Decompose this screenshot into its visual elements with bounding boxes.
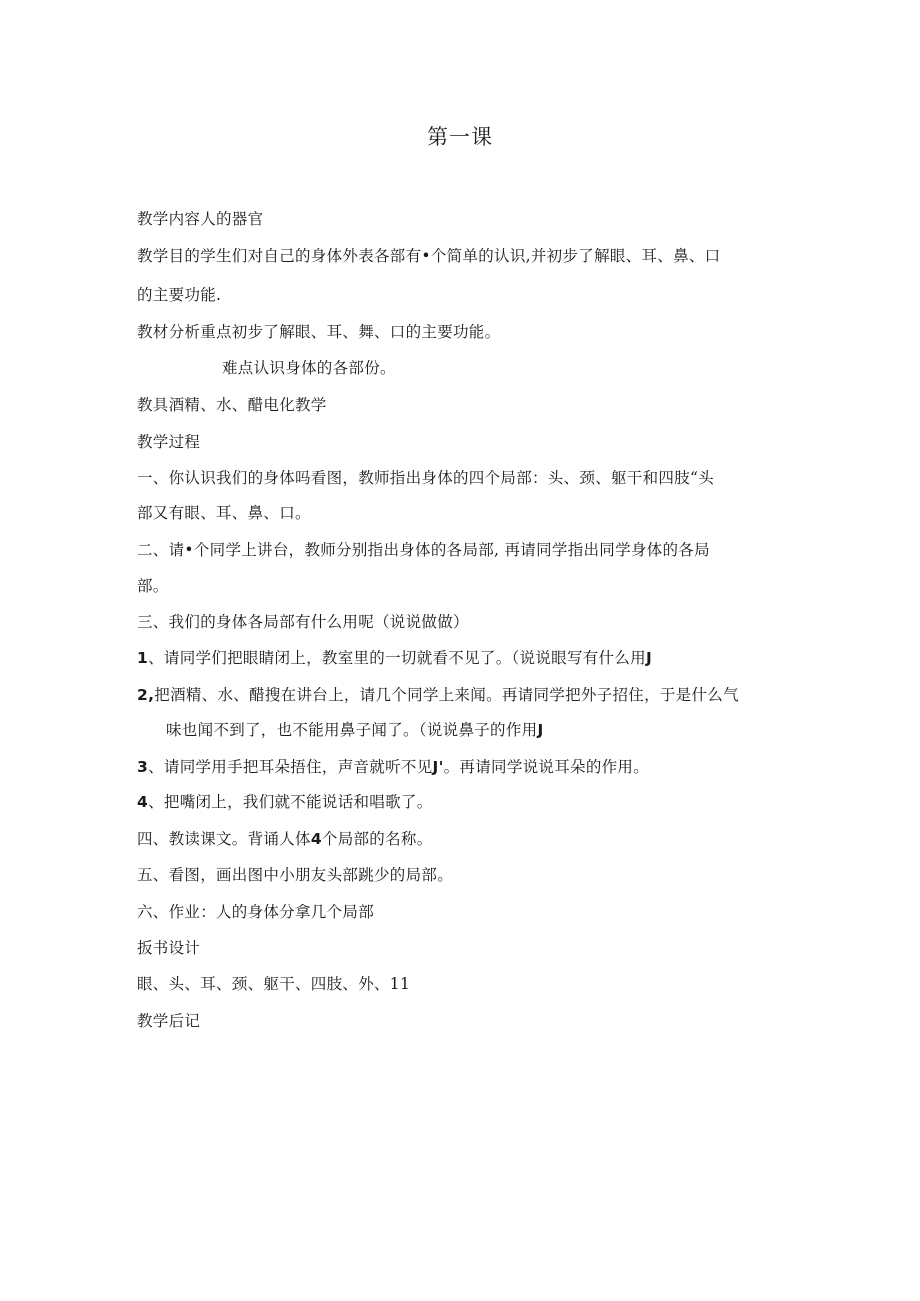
step-4-text-b: 个局部的名称。 [321,830,433,848]
item-1-number: 1 [137,649,149,667]
step-3-line: 三、我们的身体各局部有什么用呢（说说做做） [137,613,469,631]
item-2-line-1 [137,683,739,707]
step-5-line: 五、看图，画出图中小朋友头部跳少的局部。 [137,866,454,884]
step-2-line-2: 部。 [137,577,169,595]
item-1-end-mark: J [645,649,653,667]
item-2-text-2: 味也闻不到了，也不能用鼻子闻了。（说说鼻子的作用 [166,721,538,739]
step-4-line [137,827,433,851]
item-2-end-mark: J [537,721,544,739]
item-3-text-a: 、请同学用手把耳朵捂住，声音就听不见 [148,758,433,776]
teaching-afterword-heading: 教学后记 [137,1012,201,1030]
teaching-content-line: 教学内容人的器官 [137,210,264,228]
item-2-number: 2, [137,686,155,704]
item-1-line [137,646,652,670]
item-2-text-1: 把酒精、水、醋搜在讲台上，请几个同学上来闻。再请同学把外子招住，于是什么气 [154,686,739,704]
material-analysis-line: 教材分析重点初步了解眼、耳、舞、口的主要功能。 [137,323,501,341]
step-1-line-1: 一、你认识我们的身体吗看图，教师指出身体的四个局部：头、颈、躯干和四肢“头 [137,469,715,487]
item-3-number: 3 [137,758,149,776]
board-design-heading: 扳书设计 [137,939,201,957]
item-3-mark: J' [432,758,444,776]
item-4-number: 4 [137,793,149,811]
difficulty-line: 难点认识身体的各部份。 [222,359,396,377]
item-4-text: 、把嘴闭上，我们就不能说话和唱歌了。 [148,793,433,811]
step-4-number: 4 [310,830,322,848]
board-design-items: 眼、头、耳、颈、躯干、四肢、外、11 [137,975,411,993]
step-2-line-1: 二、请•个同学上讲台，教师分别指出身体的各局部, 再请同学指出同学身体的各局 [137,541,710,559]
teaching-tools-line: 教具酒精、水、醋电化教学 [137,396,327,414]
step-6-line: 六、作业：人的身体分拿几个局部 [137,903,375,921]
item-3-line [137,755,649,779]
item-3-text-b: 。再请同学说说耳朵的作用。 [443,758,650,776]
item-2-line-2 [166,718,544,742]
teaching-goal-line-1: 教学目的学生们对自己的身体外表各部有•个简单的认识,并初步了解眼、耳、鼻、口 [137,247,721,265]
teaching-process-heading: 教学过程 [137,433,201,451]
item-1-text: 、请同学们把眼睛闭上，教室里的一切就看不见了。（说说眼写有什么用 [148,649,646,667]
teaching-goal-line-2: 的主要功能. [137,286,222,304]
step-4-text-a: 四、教读课文。背诵人体 [137,830,311,848]
step-1-line-2: 部又有眼、耳、鼻、口。 [137,504,311,522]
item-4-line [137,790,433,814]
page-title: 第一课 [427,125,493,149]
